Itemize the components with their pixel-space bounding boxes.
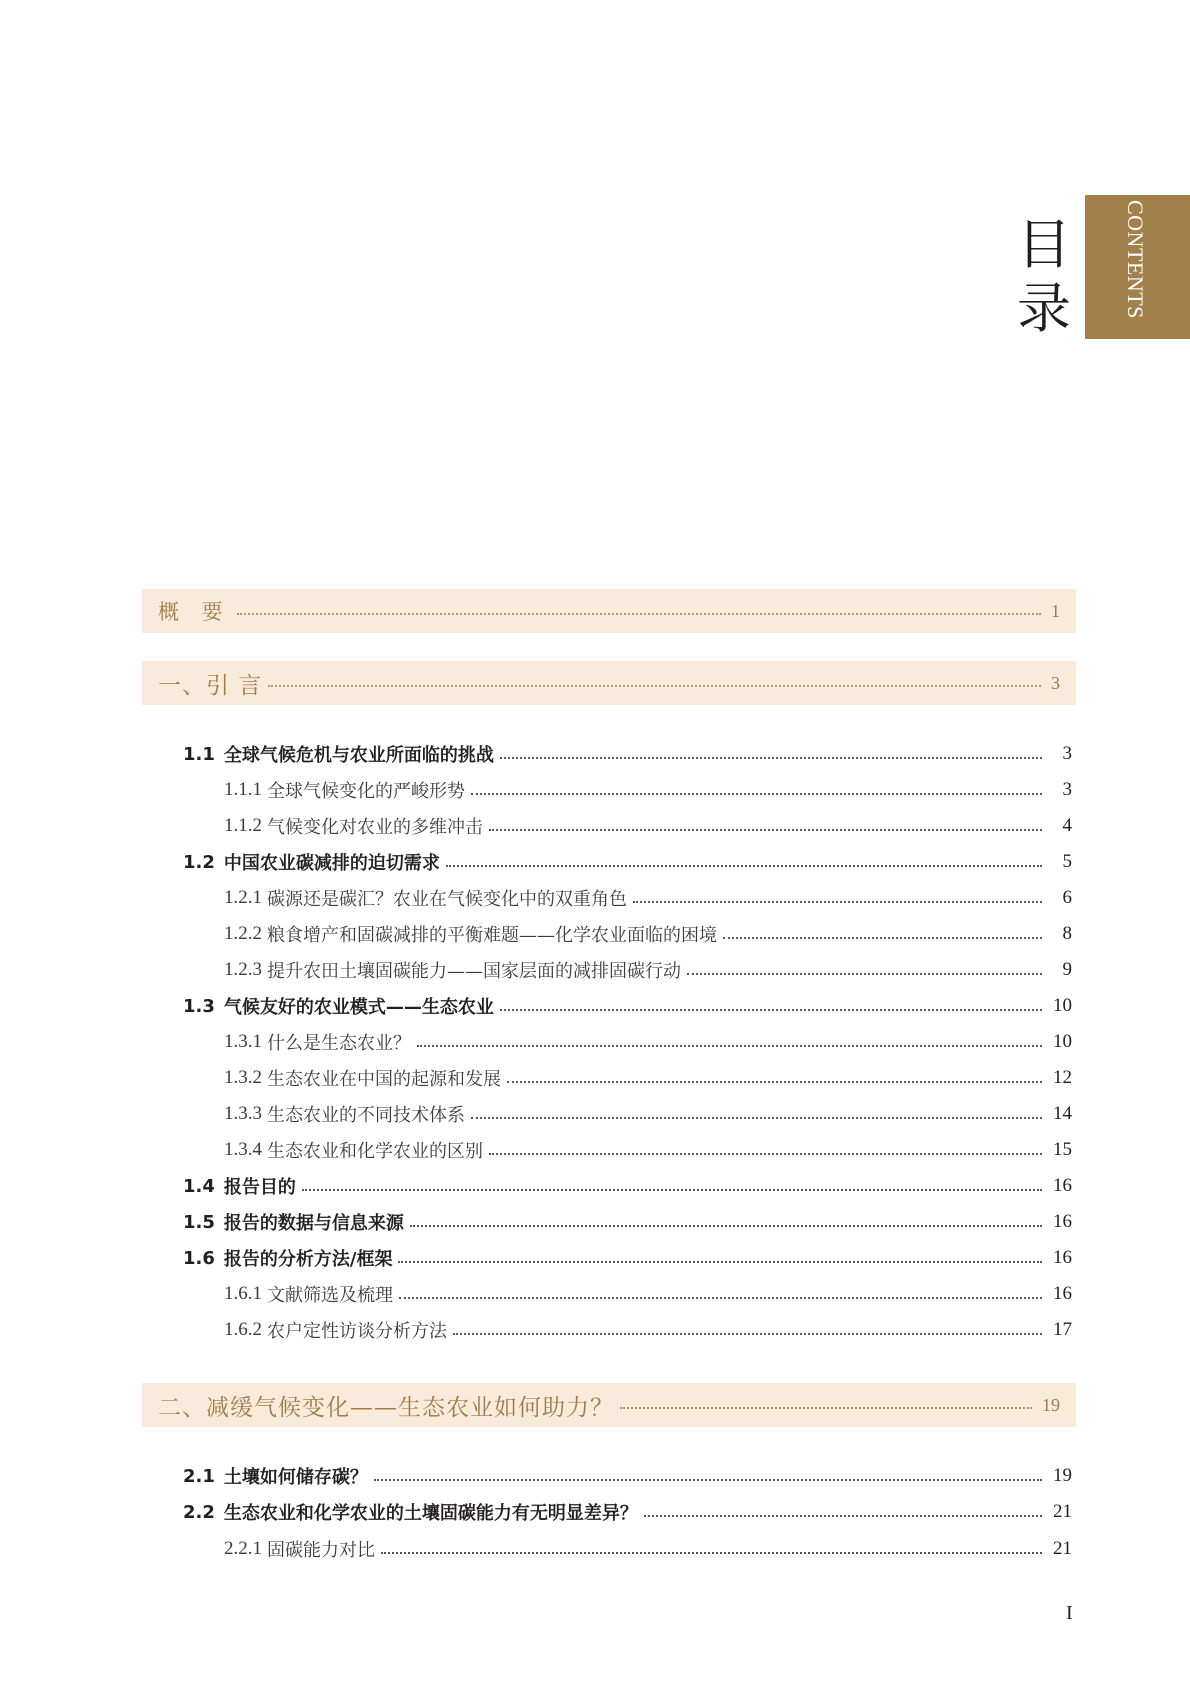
toc-entry-1-1[interactable] [183,739,1072,769]
toc-entry-page: 12 [1053,1067,1072,1088]
leader-dots [687,973,1042,975]
toc-entry-title: 生态农业在中国的起源和发展 [267,1069,501,1090]
toc-entry-page: 16 [1053,1211,1072,1232]
leader-dots [410,1225,1042,1227]
toc-entry-title: 生态农业的不同技术体系 [267,1105,465,1126]
toc-chapter-2-title: 二、减缓气候变化——生态农业如何助力？ [158,1394,614,1421]
toc-entry-number: 1.3.3 [224,1103,262,1124]
toc-entry-page: 19 [1053,1465,1072,1486]
leader-dots [471,1117,1042,1119]
toc-entry-1-6[interactable] [183,1243,1072,1273]
toc-entry-number: 1.3.4 [224,1139,262,1160]
toc-entry-title: 什么是生态农业？ [267,1033,411,1054]
toc-chapter-1-entry[interactable] [142,661,1076,705]
toc-entry-number: 1.5 [183,1211,215,1233]
toc-entry-1-4[interactable] [183,1171,1072,1201]
toc-entry-title: 全球气候变化的严峻形势 [267,781,465,802]
toc-entry-1-2-3[interactable] [224,955,1072,985]
leader-dots [381,1552,1042,1554]
toc-entry-title: 报告的分析方法/框架 [223,1249,393,1270]
toc-entry-title: 农户定性访谈分析方法 [267,1321,447,1342]
toc-entry-page: 10 [1053,1031,1072,1052]
toc-entry-number: 1.6.1 [224,1283,262,1304]
toc-entry-page: 16 [1053,1247,1072,1268]
leader-dots [500,757,1042,759]
toc-entry-1-5[interactable] [183,1207,1072,1237]
toc-entry-number: 1.6 [183,1247,215,1269]
page-number: I [1066,1602,1073,1624]
toc-entry-number: 2.2 [183,1501,215,1523]
toc-entry-number: 1.2 [183,851,215,873]
toc-entry-1-3-4[interactable] [224,1135,1072,1165]
toc-entry-number: 1.1.1 [224,779,262,800]
leader-dots [723,937,1042,939]
leader-dots [489,1153,1042,1155]
leader-dots [453,1333,1042,1335]
toc-entry-page: 16 [1053,1175,1072,1196]
toc-entry-number: 1.2.1 [224,887,262,908]
toc-entry-1-2-1[interactable] [224,883,1072,913]
toc-entry-1-2[interactable] [183,847,1072,877]
toc-entry-title: 生态农业和化学农业的区别 [267,1141,483,1162]
contents-tab-label: CONTENTS [1123,200,1148,319]
leader-dots [374,1479,1042,1481]
toc-entry-title: 文献筛选及梳理 [267,1285,393,1306]
toc-entry-page: 10 [1053,995,1072,1016]
leader-dots [644,1515,1042,1517]
heading-char-1: 目 [1017,213,1071,276]
toc-chapter-1-title: 一、引 言 [158,672,263,699]
toc-entry-title: 生态农业和化学农业的土壤固碳能力有无明显差异？ [223,1503,638,1524]
toc-entry-number: 1.3.2 [224,1067,262,1088]
toc-summary-page: 1 [1051,600,1060,621]
toc-entry-2-2-1[interactable] [224,1534,1072,1564]
leader-dots [471,793,1042,795]
toc-entry-number: 1.3 [183,995,215,1017]
toc-entry-1-3-3[interactable] [224,1099,1072,1129]
leader-dots [620,1407,1032,1409]
leader-dots [302,1189,1042,1191]
page-heading [1010,213,1078,341]
toc-entry-title: 报告目的 [223,1177,296,1198]
toc-entry-1-3-1[interactable] [224,1027,1072,1057]
toc-entry-number: 1.1.2 [224,815,262,836]
leader-dots [507,1081,1042,1083]
toc-entry-title: 全球气候危机与农业所面临的挑战 [223,745,494,766]
toc-entry-page: 5 [1062,851,1072,872]
toc-entry-page: 3 [1062,743,1072,764]
leader-dots [399,1297,1042,1299]
toc-entry-page: 16 [1053,1283,1072,1304]
heading-char-2: 录 [1017,277,1071,340]
leader-dots [237,613,1041,615]
toc-entry-number: 1.2.2 [224,923,262,944]
toc-entry-title: 报告的数据与信息来源 [223,1213,404,1234]
toc-entry-page: 8 [1062,923,1072,944]
toc-entry-1-3[interactable] [183,991,1072,1021]
toc-entry-1-1-1[interactable] [224,775,1072,805]
toc-entry-page: 21 [1053,1501,1072,1522]
toc-entry-page: 3 [1062,779,1072,800]
toc-entry-title: 粮食增产和固碳减排的平衡难题——化学农业面临的困境 [267,925,717,946]
toc-entry-page: 4 [1062,815,1072,836]
toc-entry-number: 2.2.1 [224,1538,262,1559]
toc-entry-page: 14 [1053,1103,1072,1124]
toc-entry-title: 土壤如何储存碳？ [223,1467,368,1488]
toc-entry-2-1[interactable] [183,1461,1072,1491]
toc-entry-1-6-2[interactable] [224,1315,1072,1345]
toc-entry-1-3-2[interactable] [224,1063,1072,1093]
toc-entry-number: 2.1 [183,1465,215,1487]
toc-entry-2-2[interactable] [183,1497,1072,1527]
leader-dots [633,901,1042,903]
leader-dots [398,1261,1042,1263]
toc-entry-page: 21 [1053,1538,1072,1559]
toc-entry-number: 1.6.2 [224,1319,262,1340]
toc-chapter-2-page: 19 [1042,1394,1060,1415]
leader-dots [268,685,1041,687]
toc-entry-title: 中国农业碳减排的迫切需求 [223,853,440,874]
toc-entry-page: 9 [1062,959,1072,980]
toc-summary-title: 概 要 [158,600,231,624]
toc-chapter-2-entry[interactable] [142,1383,1076,1427]
leader-dots [446,865,1042,867]
toc-entry-1-6-1[interactable] [224,1279,1072,1309]
toc-entry-title: 气候变化对农业的多维冲击 [267,817,483,838]
toc-entry-number: 1.4 [183,1175,215,1197]
toc-entry-title: 提升农田土壤固碳能力——国家层面的减排固碳行动 [267,961,681,982]
toc-entry-1-2-2[interactable] [224,919,1072,949]
toc-entry-page: 6 [1062,887,1072,908]
leader-dots [489,829,1042,831]
toc-entry-title: 气候友好的农业模式——生态农业 [223,997,494,1018]
toc-entry-number: 1.2.3 [224,959,262,980]
toc-chapter-1-page: 3 [1051,672,1060,693]
toc-entry-1-1-2[interactable] [224,811,1072,841]
toc-entry-page: 17 [1053,1319,1072,1340]
toc-entry-number: 1.3.1 [224,1031,262,1052]
toc-summary-entry[interactable] [142,589,1076,633]
toc-entry-title: 固碳能力对比 [267,1540,375,1561]
toc-entry-title: 碳源还是碳汇？农业在气候变化中的双重角色 [267,889,627,910]
leader-dots [500,1009,1042,1011]
toc-entry-number: 1.1 [183,743,215,765]
toc-entry-page: 15 [1053,1139,1072,1160]
leader-dots [417,1045,1042,1047]
